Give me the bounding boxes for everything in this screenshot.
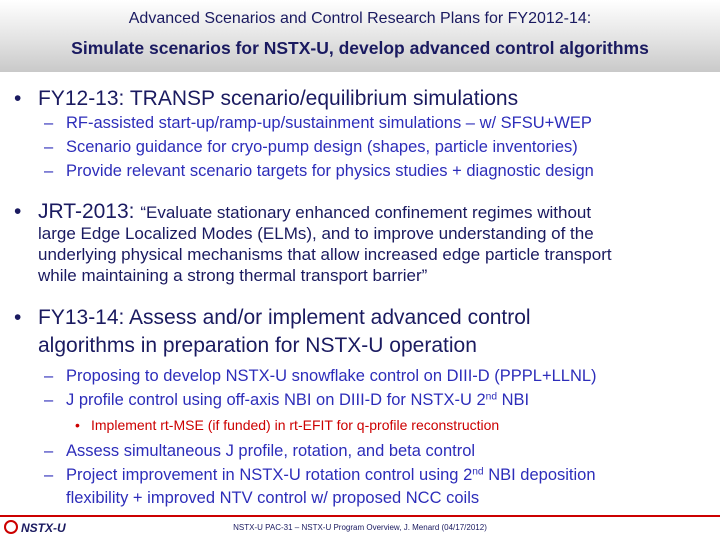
slide-header (0, 0, 720, 72)
bullet-icon: • (14, 200, 22, 223)
slide-subtitle: Simulate scenarios for NSTX-U, develop advanced control algorithms (71, 38, 649, 58)
jrt-quote-line: underlying physical mechanisms that allow increased edge particle transport (38, 245, 612, 264)
nstx-u-logo: NSTX-U (4, 520, 66, 536)
bullet-icon: • (14, 87, 22, 110)
dash-icon: – (44, 162, 54, 180)
dash-icon: – (44, 466, 54, 484)
jrt-quote-line: while maintaining a strong thermal transport barrier” (38, 266, 428, 285)
bullet-text: FY12-13: TRANSP scenario/equilibrium simulations (38, 87, 519, 110)
bullet-text: FY13-14: Assess and/or implement advanced control (38, 306, 531, 329)
jrt-label: JRT-2013: (38, 200, 141, 223)
jrt-quote-line: “Evaluate stationary enhanced confinement regimes without (140, 203, 592, 222)
footer-caption: NSTX-U PAC-31 – NSTX-U Program Overview, J. Menard (04/17/2012) (233, 523, 487, 532)
footer-divider (0, 515, 720, 517)
dash-icon: – (44, 114, 54, 132)
slide-footer (0, 515, 720, 540)
dash-icon: – (44, 138, 54, 156)
dash-icon: – (44, 391, 54, 409)
bullet-icon: • (14, 306, 22, 329)
dash-icon: – (44, 367, 54, 385)
bullet-icon: • (75, 417, 80, 433)
dash-icon: – (44, 442, 54, 460)
slide-title: Advanced Scenarios and Control Research Plans for FY2012-14: (128, 10, 592, 27)
jrt-quote-line: large Edge Localized Modes (ELMs), and to improve understanding of the (38, 224, 594, 243)
